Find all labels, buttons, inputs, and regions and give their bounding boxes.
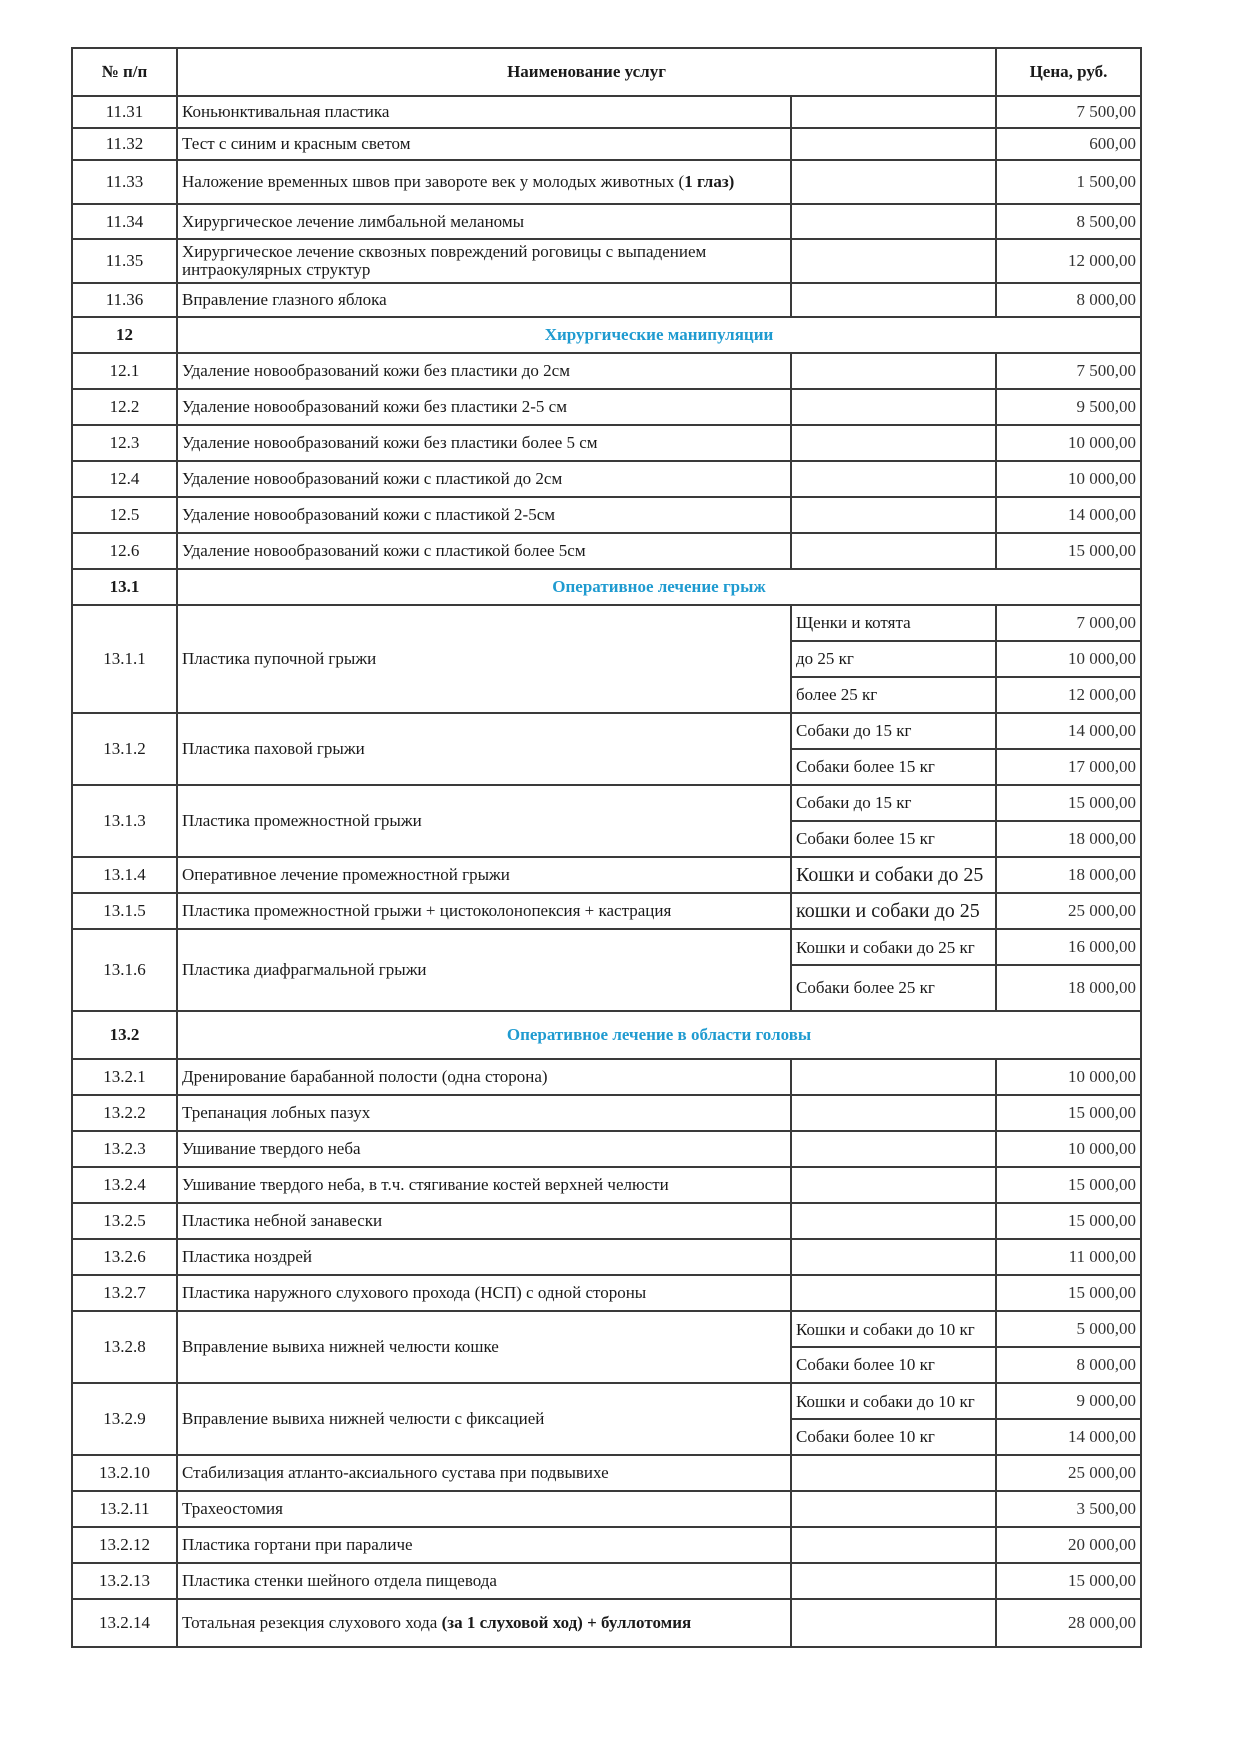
row-name: Пластика промежностной грыжи: [177, 785, 791, 857]
row-price: 15 000,00: [996, 1095, 1141, 1131]
row-name: [177, 1599, 791, 1647]
row-num: 12.2: [72, 389, 177, 425]
row-name: Удаление новообразований кожи с пластикой до 2см: [177, 461, 791, 497]
row-price: 15 000,00: [996, 1167, 1141, 1203]
table-row: [72, 1311, 1141, 1347]
row-variant: Кошки и собаки до 10 кг: [791, 1383, 996, 1419]
table-row: [72, 283, 1141, 317]
row-price: 15 000,00: [996, 785, 1141, 821]
row-name: Пластика диафрагмальной грыжи: [177, 929, 791, 1011]
row-name: Пластика небной занавески: [177, 1203, 791, 1239]
row-name: Тест с синим и красным светом: [177, 128, 791, 160]
row-price: 25 000,00: [996, 1455, 1141, 1491]
table-row: [72, 96, 1141, 128]
table-row: [72, 893, 1141, 929]
table-row: [72, 857, 1141, 893]
row-name: Стабилизация атланто-аксиального сустава при подвывихе: [177, 1455, 791, 1491]
row-variant: [791, 1455, 996, 1491]
row-num: 13.2.1: [72, 1059, 177, 1095]
row-price: 9 000,00: [996, 1383, 1141, 1419]
row-num: 13.2.11: [72, 1491, 177, 1527]
row-num: 13.1.3: [72, 785, 177, 857]
row-num: 13.2.13: [72, 1563, 177, 1599]
row-price: 18 000,00: [996, 965, 1141, 1011]
row-num: 13.2.9: [72, 1383, 177, 1455]
table-row: [72, 785, 1141, 821]
section-row: [72, 569, 1141, 605]
row-name-text: Наложение временных швов при завороте век у молодых животных (: [182, 172, 685, 191]
row-num: 12.5: [72, 497, 177, 533]
table-row: [72, 1167, 1141, 1203]
row-name: Вправление вывиха нижней челюсти кошке: [177, 1311, 791, 1383]
table-row: [72, 1563, 1141, 1599]
row-name-bold: (за 1 слуховой ход) + буллотомия: [441, 1613, 692, 1632]
table-row: [72, 461, 1141, 497]
row-variant: Кошки и собаки до 10 кг: [791, 1311, 996, 1347]
row-variant: кошки и собаки до 25: [791, 893, 996, 929]
row-price: 7 000,00: [996, 605, 1141, 641]
row-price: 15 000,00: [996, 533, 1141, 569]
row-price: 10 000,00: [996, 461, 1141, 497]
header-num: № п/п: [72, 48, 177, 96]
row-name: Удаление новообразований кожи без пластики до 2см: [177, 353, 791, 389]
row-price: 3 500,00: [996, 1491, 1141, 1527]
row-price: 18 000,00: [996, 821, 1141, 857]
row-price: 8 000,00: [996, 283, 1141, 317]
table-row: [72, 128, 1141, 160]
row-price: 14 000,00: [996, 1419, 1141, 1455]
table-row: [72, 353, 1141, 389]
row-name: Трахеостомия: [177, 1491, 791, 1527]
table-row: [72, 713, 1141, 749]
section-title: Оперативное лечение грыж: [177, 569, 1141, 605]
row-variant: [791, 239, 996, 283]
row-price: 18 000,00: [996, 857, 1141, 893]
table-row: [72, 1095, 1141, 1131]
row-variant: [791, 497, 996, 533]
section-row: [72, 1011, 1141, 1059]
row-num: 12.4: [72, 461, 177, 497]
row-variant: [791, 1059, 996, 1095]
row-name-text: Тотальная резекция слухового хода: [182, 1613, 442, 1632]
row-name: Вправление глазного яблока: [177, 283, 791, 317]
row-name: Удаление новообразований кожи с пластикой 2-5см: [177, 497, 791, 533]
row-num: 13.2.8: [72, 1311, 177, 1383]
row-num: 12.6: [72, 533, 177, 569]
row-num: 13.2.4: [72, 1167, 177, 1203]
row-name: Хирургическое лечение сквозных повреждений роговицы с выпадением интраокулярных структур: [177, 239, 791, 283]
row-price: 28 000,00: [996, 1599, 1141, 1647]
row-name: Дренирование барабанной полости (одна сторона): [177, 1059, 791, 1095]
row-variant: [791, 1095, 996, 1131]
row-num: 11.34: [72, 204, 177, 239]
row-price: 600,00: [996, 128, 1141, 160]
row-num: 13.2.7: [72, 1275, 177, 1311]
row-price: 12 000,00: [996, 239, 1141, 283]
table-row: [72, 533, 1141, 569]
row-num: 11.31: [72, 96, 177, 128]
row-variant: Собаки более 15 кг: [791, 749, 996, 785]
row-num: 13.2.12: [72, 1527, 177, 1563]
row-num: 12.3: [72, 425, 177, 461]
row-name: Пластика ноздрей: [177, 1239, 791, 1275]
row-variant: Собаки более 10 кг: [791, 1347, 996, 1383]
row-num: 13.2.14: [72, 1599, 177, 1647]
row-variant: [791, 1275, 996, 1311]
row-name: Пластика наружного слухового прохода (НСП) с одной стороны: [177, 1275, 791, 1311]
row-name: Пластика гортани при параличе: [177, 1527, 791, 1563]
row-variant: [791, 353, 996, 389]
row-variant: Собаки до 15 кг: [791, 785, 996, 821]
row-variant: Кошки и собаки до 25: [791, 857, 996, 893]
row-price: 1 500,00: [996, 160, 1141, 204]
table-row: [72, 1131, 1141, 1167]
row-name: Коньюнктивальная пластика: [177, 96, 791, 128]
row-variant: [791, 533, 996, 569]
row-variant: более 25 кг: [791, 677, 996, 713]
row-num: 13.2.5: [72, 1203, 177, 1239]
table-row: [72, 1527, 1141, 1563]
section-title: Хирургические манипуляции: [177, 317, 1141, 353]
row-price: 20 000,00: [996, 1527, 1141, 1563]
row-name: Удаление новообразований кожи без пластики более 5 см: [177, 425, 791, 461]
row-num: 13.2.3: [72, 1131, 177, 1167]
row-variant: [791, 283, 996, 317]
table-row: [72, 1599, 1141, 1647]
section-title: Оперативное лечение в области головы: [177, 1011, 1141, 1059]
row-variant: [791, 160, 996, 204]
row-variant: [791, 1131, 996, 1167]
row-variant: [791, 1167, 996, 1203]
row-variant: [791, 1563, 996, 1599]
table-row: [72, 929, 1141, 965]
row-num: 13.1.5: [72, 893, 177, 929]
table-row: [72, 239, 1141, 283]
row-variant: Кошки и собаки до 25 кг: [791, 929, 996, 965]
row-num: 13.2.10: [72, 1455, 177, 1491]
price-list-table: [71, 47, 1142, 1648]
row-name: Ушивание твердого неба: [177, 1131, 791, 1167]
table-row: [72, 605, 1141, 641]
table-row: [72, 1491, 1141, 1527]
row-variant: [791, 204, 996, 239]
row-price: 7 500,00: [996, 353, 1141, 389]
row-price: 14 000,00: [996, 713, 1141, 749]
row-variant: Собаки более 10 кг: [791, 1419, 996, 1455]
table-row: [72, 1239, 1141, 1275]
table-row: [72, 1455, 1141, 1491]
row-num: 13.1.4: [72, 857, 177, 893]
row-name: Удаление новообразований кожи с пластикой более 5см: [177, 533, 791, 569]
row-price: 10 000,00: [996, 1131, 1141, 1167]
row-num: 11.32: [72, 128, 177, 160]
row-variant: [791, 461, 996, 497]
row-num: 11.35: [72, 239, 177, 283]
row-price: 7 500,00: [996, 96, 1141, 128]
row-name: Пластика пупочной грыжи: [177, 605, 791, 713]
row-price: 5 000,00: [996, 1311, 1141, 1347]
row-price: 14 000,00: [996, 497, 1141, 533]
row-variant: [791, 96, 996, 128]
table-row: [72, 389, 1141, 425]
section-num: 13.2: [72, 1011, 177, 1059]
row-name: Удаление новообразований кожи без пластики 2-5 см: [177, 389, 791, 425]
header-name: Наименование услуг: [177, 48, 996, 96]
table-row: [72, 1383, 1141, 1419]
row-variant: [791, 128, 996, 160]
section-row: [72, 317, 1141, 353]
row-price: 12 000,00: [996, 677, 1141, 713]
row-name: Ушивание твердого неба, в т.ч. стягивание костей верхней челюсти: [177, 1167, 791, 1203]
row-num: 13.2.2: [72, 1095, 177, 1131]
row-price: 25 000,00: [996, 893, 1141, 929]
row-name: [177, 160, 791, 204]
row-price: 17 000,00: [996, 749, 1141, 785]
row-variant: Собаки до 15 кг: [791, 713, 996, 749]
section-num: 13.1: [72, 569, 177, 605]
row-variant: [791, 1527, 996, 1563]
row-variant: [791, 389, 996, 425]
row-name: Оперативное лечение промежностной грыжи: [177, 857, 791, 893]
row-variant: [791, 1239, 996, 1275]
row-price: 11 000,00: [996, 1239, 1141, 1275]
row-num: 11.33: [72, 160, 177, 204]
row-num: 13.2.6: [72, 1239, 177, 1275]
row-variant: Собаки более 25 кг: [791, 965, 996, 1011]
row-variant: [791, 425, 996, 461]
row-variant: до 25 кг: [791, 641, 996, 677]
row-name: Пластика промежностной грыжи + цистоколонопексия + кастрация: [177, 893, 791, 929]
row-num: 13.1.1: [72, 605, 177, 713]
table-row: [72, 160, 1141, 204]
row-price: 8 500,00: [996, 204, 1141, 239]
table-row: [72, 497, 1141, 533]
row-name: Пластика стенки шейного отдела пищевода: [177, 1563, 791, 1599]
row-price: 10 000,00: [996, 425, 1141, 461]
row-num: 11.36: [72, 283, 177, 317]
row-price: 15 000,00: [996, 1203, 1141, 1239]
row-name: Хирургическое лечение лимбальной меланомы: [177, 204, 791, 239]
section-num: 12: [72, 317, 177, 353]
row-variant: [791, 1599, 996, 1647]
header-price: Цена, руб.: [996, 48, 1141, 96]
row-price: 10 000,00: [996, 641, 1141, 677]
row-price: 10 000,00: [996, 1059, 1141, 1095]
row-num: 13.1.2: [72, 713, 177, 785]
row-name: Вправление вывиха нижней челюсти с фиксацией: [177, 1383, 791, 1455]
row-price: 15 000,00: [996, 1275, 1141, 1311]
row-name: Трепанация лобных пазух: [177, 1095, 791, 1131]
table-header-row: [72, 48, 1141, 96]
row-price: 8 000,00: [996, 1347, 1141, 1383]
table-row: [72, 425, 1141, 461]
table-row: [72, 204, 1141, 239]
row-price: 9 500,00: [996, 389, 1141, 425]
row-variant: [791, 1491, 996, 1527]
table-row: [72, 1059, 1141, 1095]
row-name: Пластика паховой грыжи: [177, 713, 791, 785]
table-row: [72, 1203, 1141, 1239]
row-price: 15 000,00: [996, 1563, 1141, 1599]
row-price: 16 000,00: [996, 929, 1141, 965]
row-variant: Щенки и котята: [791, 605, 996, 641]
row-name-bold: 1 глаз): [684, 172, 735, 191]
row-num: 13.1.6: [72, 929, 177, 1011]
row-variant: Собаки более 15 кг: [791, 821, 996, 857]
row-num: 12.1: [72, 353, 177, 389]
table-row: [72, 1275, 1141, 1311]
row-variant: [791, 1203, 996, 1239]
